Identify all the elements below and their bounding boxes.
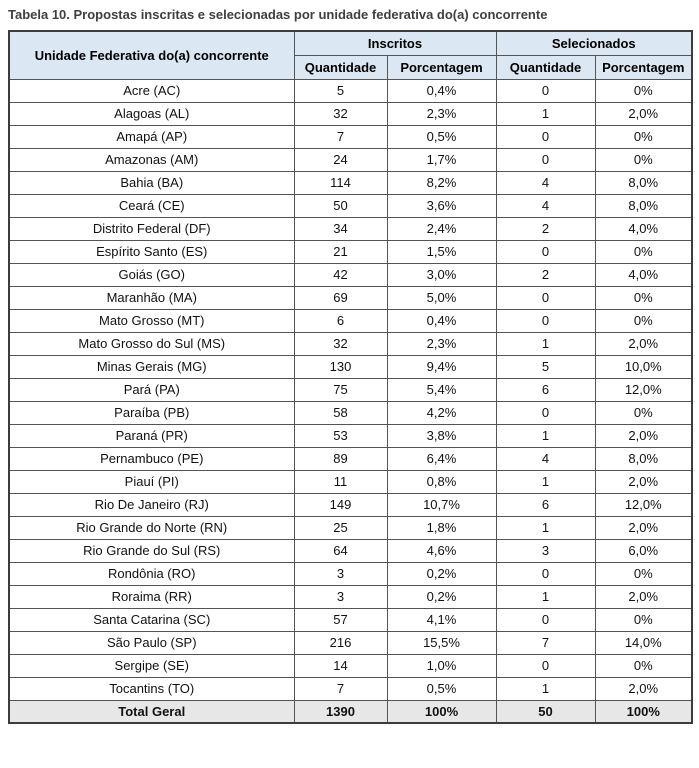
table-row xyxy=(9,470,692,493)
inscritos-quantidade-cell: 130 xyxy=(294,355,387,378)
sub-header-inscritos-porcentagem: Porcentagem xyxy=(387,55,496,79)
selecionados-porcentagem-cell: 8,0% xyxy=(595,447,692,470)
selecionados-porcentagem-cell: 2,0% xyxy=(595,677,692,700)
selecionados-porcentagem-cell: 12,0% xyxy=(595,493,692,516)
table-row xyxy=(9,585,692,608)
inscritos-porcentagem-cell: 3,8% xyxy=(387,424,496,447)
selecionados-porcentagem-cell: 10,0% xyxy=(595,355,692,378)
inscritos-porcentagem-cell: 2,4% xyxy=(387,217,496,240)
inscritos-porcentagem-cell: 10,7% xyxy=(387,493,496,516)
selecionados-quantidade-cell: 0 xyxy=(496,654,595,677)
table-row xyxy=(9,355,692,378)
inscritos-quantidade-cell: 149 xyxy=(294,493,387,516)
selecionados-quantidade-cell: 0 xyxy=(496,562,595,585)
selecionados-porcentagem-cell: 0% xyxy=(595,608,692,631)
inscritos-porcentagem-cell: 3,0% xyxy=(387,263,496,286)
selecionados-porcentagem-cell: 8,0% xyxy=(595,194,692,217)
group-header-row xyxy=(9,31,692,55)
inscritos-porcentagem-cell: 0,4% xyxy=(387,309,496,332)
inscritos-quantidade-cell: 42 xyxy=(294,263,387,286)
table-row xyxy=(9,562,692,585)
selecionados-quantidade-cell: 6 xyxy=(496,378,595,401)
selecionados-quantidade-cell: 1 xyxy=(496,677,595,700)
selecionados-porcentagem-cell: 8,0% xyxy=(595,171,692,194)
inscritos-quantidade-cell: 69 xyxy=(294,286,387,309)
inscritos-porcentagem-cell: 100% xyxy=(387,700,496,723)
uf-cell: Ceará (CE) xyxy=(9,194,294,217)
table-header xyxy=(9,31,692,79)
uf-cell: Minas Gerais (MG) xyxy=(9,355,294,378)
inscritos-quantidade-cell: 57 xyxy=(294,608,387,631)
inscritos-quantidade-cell: 1390 xyxy=(294,700,387,723)
table-body xyxy=(9,79,692,723)
selecionados-porcentagem-cell: 6,0% xyxy=(595,539,692,562)
inscritos-quantidade-cell: 32 xyxy=(294,102,387,125)
inscritos-quantidade-cell: 216 xyxy=(294,631,387,654)
selecionados-quantidade-cell: 1 xyxy=(496,516,595,539)
table-row xyxy=(9,125,692,148)
table-row xyxy=(9,286,692,309)
inscritos-quantidade-cell: 5 xyxy=(294,79,387,102)
selecionados-quantidade-cell: 1 xyxy=(496,332,595,355)
total-row xyxy=(9,700,692,723)
selecionados-porcentagem-cell: 0% xyxy=(595,562,692,585)
table-row xyxy=(9,424,692,447)
uf-cell: Goiás (GO) xyxy=(9,263,294,286)
inscritos-porcentagem-cell: 1,0% xyxy=(387,654,496,677)
selecionados-quantidade-cell: 2 xyxy=(496,263,595,286)
selecionados-porcentagem-cell: 100% xyxy=(595,700,692,723)
selecionados-quantidade-cell: 7 xyxy=(496,631,595,654)
sub-header-selecionados-quantidade: Quantidade xyxy=(496,55,595,79)
uf-cell: Alagoas (AL) xyxy=(9,102,294,125)
table-row xyxy=(9,263,692,286)
table-title: Tabela 10. Propostas inscritas e selecionadas por unidade federativa do(a) concorrente xyxy=(8,7,548,22)
table-row xyxy=(9,332,692,355)
selecionados-quantidade-cell: 0 xyxy=(496,125,595,148)
inscritos-quantidade-cell: 25 xyxy=(294,516,387,539)
inscritos-porcentagem-cell: 4,1% xyxy=(387,608,496,631)
selecionados-porcentagem-cell: 2,0% xyxy=(595,424,692,447)
inscritos-quantidade-cell: 3 xyxy=(294,585,387,608)
inscritos-porcentagem-cell: 3,6% xyxy=(387,194,496,217)
uf-cell: Bahia (BA) xyxy=(9,171,294,194)
uf-cell: Mato Grosso do Sul (MS) xyxy=(9,332,294,355)
inscritos-porcentagem-cell: 4,2% xyxy=(387,401,496,424)
inscritos-quantidade-cell: 64 xyxy=(294,539,387,562)
inscritos-quantidade-cell: 50 xyxy=(294,194,387,217)
selecionados-quantidade-cell: 6 xyxy=(496,493,595,516)
inscritos-porcentagem-cell: 9,4% xyxy=(387,355,496,378)
uf-cell: Amazonas (AM) xyxy=(9,148,294,171)
selecionados-porcentagem-cell: 0% xyxy=(595,240,692,263)
inscritos-porcentagem-cell: 8,2% xyxy=(387,171,496,194)
inscritos-porcentagem-cell: 1,5% xyxy=(387,240,496,263)
group-header-inscritos: Inscritos xyxy=(294,31,496,55)
selecionados-quantidade-cell: 50 xyxy=(496,700,595,723)
uf-cell: Sergipe (SE) xyxy=(9,654,294,677)
uf-cell: Mato Grosso (MT) xyxy=(9,309,294,332)
uf-cell: Rio Grande do Sul (RS) xyxy=(9,539,294,562)
table-row xyxy=(9,171,692,194)
uf-cell: Tocantins (TO) xyxy=(9,677,294,700)
sub-header-selecionados-porcentagem: Porcentagem xyxy=(595,55,692,79)
inscritos-porcentagem-cell: 0,4% xyxy=(387,79,496,102)
selecionados-porcentagem-cell: 2,0% xyxy=(595,470,692,493)
inscritos-porcentagem-cell: 15,5% xyxy=(387,631,496,654)
selecionados-quantidade-cell: 0 xyxy=(496,79,595,102)
inscritos-porcentagem-cell: 0,5% xyxy=(387,125,496,148)
uf-cell: Acre (AC) xyxy=(9,79,294,102)
selecionados-porcentagem-cell: 2,0% xyxy=(595,516,692,539)
selecionados-porcentagem-cell: 2,0% xyxy=(595,332,692,355)
inscritos-quantidade-cell: 7 xyxy=(294,125,387,148)
uf-cell: Amapá (AP) xyxy=(9,125,294,148)
inscritos-quantidade-cell: 6 xyxy=(294,309,387,332)
uf-cell: Rio Grande do Norte (RN) xyxy=(9,516,294,539)
selecionados-quantidade-cell: 1 xyxy=(496,102,595,125)
table-row xyxy=(9,79,692,102)
uf-cell: Total Geral xyxy=(9,700,294,723)
sub-header-inscritos-quantidade: Quantidade xyxy=(294,55,387,79)
inscritos-porcentagem-cell: 4,6% xyxy=(387,539,496,562)
inscritos-quantidade-cell: 11 xyxy=(294,470,387,493)
selecionados-porcentagem-cell: 14,0% xyxy=(595,631,692,654)
inscritos-quantidade-cell: 24 xyxy=(294,148,387,171)
inscritos-quantidade-cell: 21 xyxy=(294,240,387,263)
table-row xyxy=(9,401,692,424)
table-row xyxy=(9,539,692,562)
uf-cell: Espírito Santo (ES) xyxy=(9,240,294,263)
inscritos-quantidade-cell: 32 xyxy=(294,332,387,355)
inscritos-porcentagem-cell: 0,2% xyxy=(387,562,496,585)
selecionados-quantidade-cell: 4 xyxy=(496,194,595,217)
inscritos-quantidade-cell: 58 xyxy=(294,401,387,424)
uf-cell: Roraima (RR) xyxy=(9,585,294,608)
selecionados-porcentagem-cell: 0% xyxy=(595,401,692,424)
inscritos-porcentagem-cell: 6,4% xyxy=(387,447,496,470)
inscritos-porcentagem-cell: 5,0% xyxy=(387,286,496,309)
inscritos-porcentagem-cell: 2,3% xyxy=(387,332,496,355)
table-row xyxy=(9,378,692,401)
table-row xyxy=(9,516,692,539)
uf-cell: Pará (PA) xyxy=(9,378,294,401)
selecionados-quantidade-cell: 0 xyxy=(496,148,595,171)
uf-cell: Maranhão (MA) xyxy=(9,286,294,309)
uf-cell: São Paulo (SP) xyxy=(9,631,294,654)
inscritos-porcentagem-cell: 1,8% xyxy=(387,516,496,539)
selecionados-quantidade-cell: 4 xyxy=(496,447,595,470)
selecionados-porcentagem-cell: 4,0% xyxy=(595,263,692,286)
table-row xyxy=(9,608,692,631)
selecionados-porcentagem-cell: 2,0% xyxy=(595,102,692,125)
selecionados-quantidade-cell: 0 xyxy=(496,240,595,263)
selecionados-porcentagem-cell: 12,0% xyxy=(595,378,692,401)
selecionados-porcentagem-cell: 0% xyxy=(595,125,692,148)
selecionados-porcentagem-cell: 0% xyxy=(595,148,692,171)
column-header-uf: Unidade Federativa do(a) concorrente xyxy=(9,31,294,79)
table-row xyxy=(9,447,692,470)
selecionados-quantidade-cell: 4 xyxy=(496,171,595,194)
inscritos-quantidade-cell: 89 xyxy=(294,447,387,470)
selecionados-porcentagem-cell: 0% xyxy=(595,654,692,677)
selecionados-quantidade-cell: 1 xyxy=(496,585,595,608)
inscritos-quantidade-cell: 7 xyxy=(294,677,387,700)
data-table xyxy=(8,30,693,724)
inscritos-porcentagem-cell: 0,8% xyxy=(387,470,496,493)
uf-cell: Rio De Janeiro (RJ) xyxy=(9,493,294,516)
selecionados-porcentagem-cell: 4,0% xyxy=(595,217,692,240)
uf-cell: Distrito Federal (DF) xyxy=(9,217,294,240)
selecionados-porcentagem-cell: 0% xyxy=(595,79,692,102)
uf-cell: Paraná (PR) xyxy=(9,424,294,447)
uf-cell: Rondônia (RO) xyxy=(9,562,294,585)
selecionados-porcentagem-cell: 0% xyxy=(595,286,692,309)
selecionados-quantidade-cell: 0 xyxy=(496,286,595,309)
selecionados-quantidade-cell: 0 xyxy=(496,401,595,424)
table-row xyxy=(9,493,692,516)
inscritos-porcentagem-cell: 0,5% xyxy=(387,677,496,700)
table-row xyxy=(9,240,692,263)
selecionados-quantidade-cell: 1 xyxy=(496,470,595,493)
inscritos-porcentagem-cell: 5,4% xyxy=(387,378,496,401)
selecionados-quantidade-cell: 2 xyxy=(496,217,595,240)
table-row xyxy=(9,217,692,240)
inscritos-porcentagem-cell: 1,7% xyxy=(387,148,496,171)
table-row xyxy=(9,309,692,332)
selecionados-quantidade-cell: 5 xyxy=(496,355,595,378)
inscritos-porcentagem-cell: 2,3% xyxy=(387,102,496,125)
inscritos-quantidade-cell: 114 xyxy=(294,171,387,194)
selecionados-quantidade-cell: 1 xyxy=(496,424,595,447)
selecionados-quantidade-cell: 3 xyxy=(496,539,595,562)
uf-cell: Santa Catarina (SC) xyxy=(9,608,294,631)
inscritos-quantidade-cell: 53 xyxy=(294,424,387,447)
table-row xyxy=(9,654,692,677)
table-row xyxy=(9,631,692,654)
selecionados-porcentagem-cell: 0% xyxy=(595,309,692,332)
uf-cell: Paraíba (PB) xyxy=(9,401,294,424)
inscritos-quantidade-cell: 34 xyxy=(294,217,387,240)
inscritos-quantidade-cell: 3 xyxy=(294,562,387,585)
table-row xyxy=(9,102,692,125)
table-row xyxy=(9,148,692,171)
uf-cell: Piauí (PI) xyxy=(9,470,294,493)
inscritos-porcentagem-cell: 0,2% xyxy=(387,585,496,608)
table-row xyxy=(9,194,692,217)
inscritos-quantidade-cell: 14 xyxy=(294,654,387,677)
selecionados-quantidade-cell: 0 xyxy=(496,309,595,332)
selecionados-porcentagem-cell: 2,0% xyxy=(595,585,692,608)
uf-cell: Pernambuco (PE) xyxy=(9,447,294,470)
inscritos-quantidade-cell: 75 xyxy=(294,378,387,401)
group-header-selecionados: Selecionados xyxy=(496,31,692,55)
table-row xyxy=(9,677,692,700)
selecionados-quantidade-cell: 0 xyxy=(496,608,595,631)
